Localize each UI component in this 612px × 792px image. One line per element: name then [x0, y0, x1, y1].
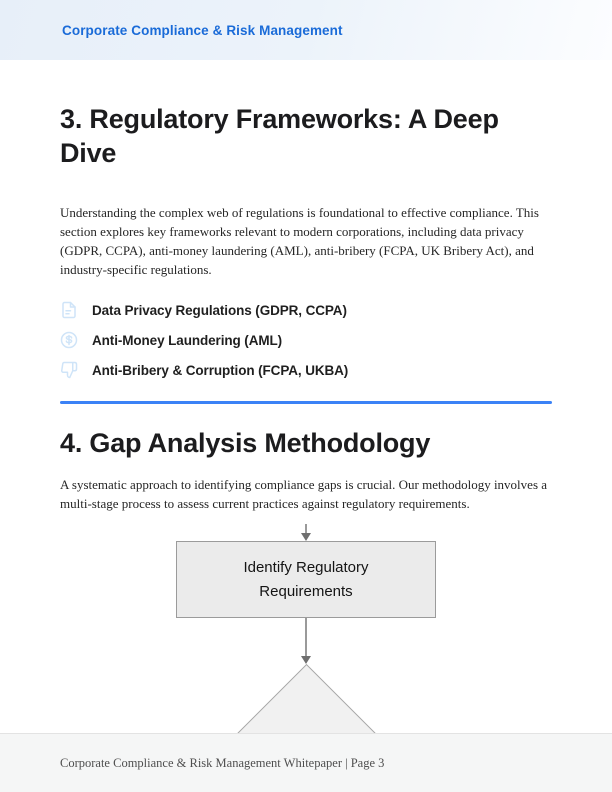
flowchart-node-identify-requirements: [176, 541, 436, 618]
flowchart-arrow-mid: [301, 618, 311, 664]
section-3-body: Understanding the complex web of regulations is foundational to effective compliance. This section explores key frameworks relevant to modern corporations, including data privacy (GDPR, CCPA), anti-money laundering (AML), anti-bribery (FCPA, UK Bribery Act), and industry-specific regulations.: [60, 205, 539, 277]
section-3-heading: 3. Regulatory Frameworks: A Deep Dive: [60, 104, 499, 168]
list-item-label: Anti-Bribery & Corruption (FCPA, UKBA): [92, 362, 349, 378]
header-title: Corporate Compliance & Risk Management: [62, 22, 343, 38]
list-item: [60, 325, 552, 355]
framework-list: [60, 295, 552, 385]
dollar-circle-icon: [60, 331, 78, 349]
page-footer: [0, 733, 612, 792]
list-item: [60, 355, 552, 385]
footer-text: Corporate Compliance & Risk Management Whitepaper | Page 3: [60, 756, 385, 770]
page-content: [0, 102, 612, 792]
section-4-body: A systematic approach to identifying compliance gaps is crucial. Our methodology involves a multi-stage process to assess current practices against regulatory requirements.: [60, 477, 548, 511]
document-icon: [60, 301, 78, 319]
flowchart-arrow-in: [301, 524, 311, 541]
thumbs-down-icon: [60, 361, 78, 379]
list-item: [60, 295, 552, 325]
arrow-stem: [305, 618, 307, 657]
section-4-heading: 4. Gap Analysis Methodology: [60, 428, 431, 458]
section-divider: [60, 401, 552, 404]
flowchart-node-label: Identify Regulatory Requirements: [243, 558, 369, 600]
page-header: [0, 0, 612, 60]
arrow-head-icon: [301, 533, 311, 541]
list-item-label: Anti-Money Laundering (AML): [92, 332, 283, 348]
list-item-label: Data Privacy Regulations (GDPR, CCPA): [92, 302, 347, 318]
